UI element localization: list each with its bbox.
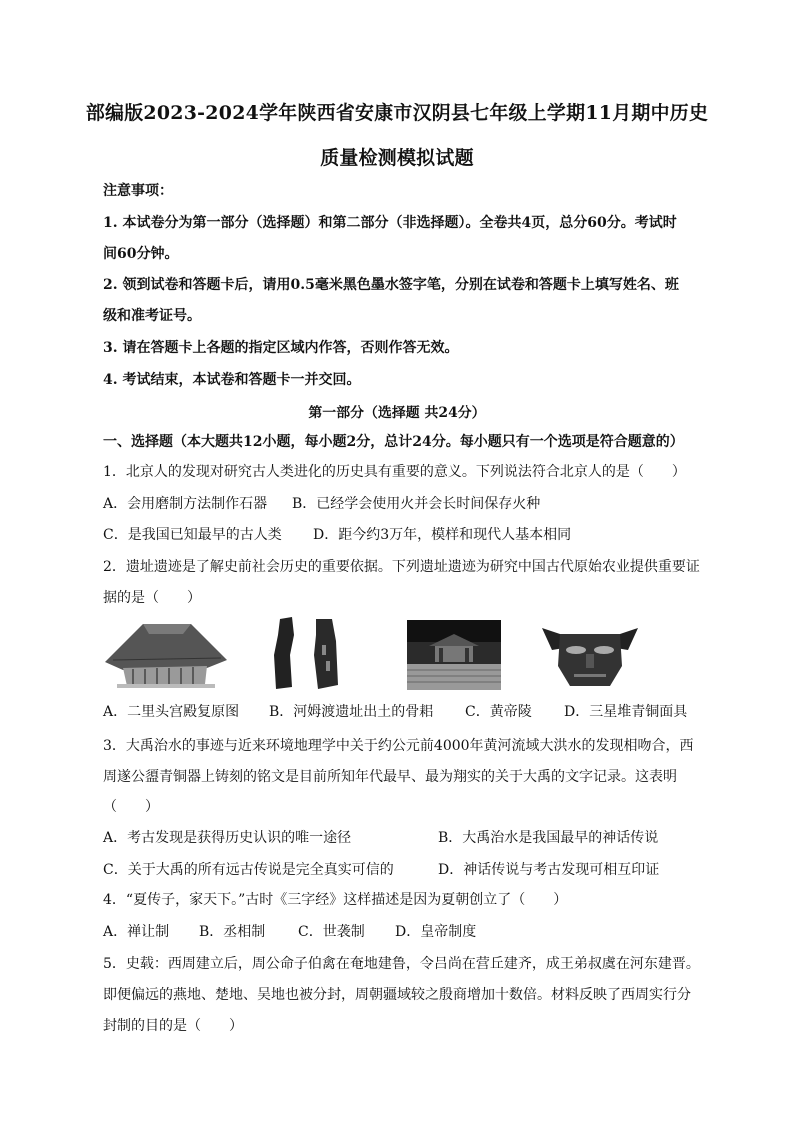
bronze-mask-image — [538, 620, 642, 692]
q1-option-b: B．已经学会使用火并会长时间保存火种 — [292, 496, 541, 512]
notice-item-2-cont: 级和准考证号。 — [103, 308, 201, 324]
q3-stem-line1: 3．大禹治水的事迹与近来环境地理学中关于约公元前4000年黄河流域大洪水的发现相吻合，西 — [103, 738, 694, 754]
q2-option-b: B．河姆渡遗址出土的骨耜 — [269, 704, 434, 720]
q5-stem-line3: 封制的目的是（ ） — [103, 1018, 243, 1034]
q1-option-c: C．是我国已知最早的古人类 — [103, 527, 282, 543]
q5-stem-line1: 5．史载：西周建立后，周公命子伯禽在奄地建鲁，令吕尚在营丘建齐，成王弟叔虞在河东建晋。 — [103, 956, 700, 972]
q1-option-a: A．会用磨制方法制作石器 — [103, 496, 268, 512]
q4-stem: 4．“夏传子，家天下。”古时《三字经》这样描述是因为夏朝创立了（ ） — [103, 892, 568, 908]
section-heading: 一、选择题（本大题共12小题，每小题2分，总计24分。每小题只有一个选项是符合题意的） — [103, 434, 684, 450]
notice-item-4: 4. 考试结束，本试卷和答题卡一并交回。 — [103, 372, 361, 388]
q3-option-b: B．大禹治水是我国最早的神话传说 — [438, 830, 659, 846]
notice-item-1: 1. 本试卷分为第一部分（选择题）和第二部分（非选择题）。全卷共4页，总分60分。考试时 — [103, 215, 677, 231]
q2-stem-line1: 2．遗址遗迹是了解史前社会历史的重要依据。下列遗址遗迹为研究中国古代原始农业提供重要证 — [103, 559, 700, 575]
q4-option-a: A．禅让制 — [103, 924, 170, 940]
notice-item-2: 2. 领到试卷和答题卡后，请用0.5毫米黑色墨水签字笔，分别在试卷和答题卡上填写姓名、班 — [103, 277, 679, 293]
q1-option-d: D．距今约3万年，模样和现代人基本相同 — [313, 527, 572, 543]
q3-stem-line2: 周遂公盨青铜器上铸刻的铭文是目前所知年代最早、最为翔实的关于大禹的文字记录。这表明 — [103, 769, 677, 785]
q3-option-a: A．考古发现是获得历史认识的唯一途径 — [103, 830, 352, 846]
q4-option-d: D．皇帝制度 — [395, 924, 477, 940]
q3-stem-line3: （ ） — [103, 799, 159, 815]
part-title: 第一部分（选择题 共24分） — [308, 405, 486, 421]
q3-option-c: C．关于大禹的所有远古传说是完全真实可信的 — [103, 862, 394, 878]
palace-reconstruction-image — [103, 620, 229, 690]
exam-title-line1: 部编版2023-2024学年陕西省安康市汉阴县七年级上学期11月期中历史 — [85, 102, 709, 124]
q4-option-b: B．丞相制 — [199, 924, 266, 940]
notice-item-3: 3. 请在答题卡上各题的指定区域内作答，否则作答无效。 — [103, 340, 459, 356]
q5-stem-line2: 即便偏远的燕地、楚地、吴地也被分封，周朝疆域较之殷商增加十数倍。材料反映了西周实行分 — [103, 987, 691, 1003]
q2-option-d: D．三星堆青铜面具 — [564, 704, 688, 720]
q2-option-a: A．二里头宫殿复原图 — [103, 704, 240, 720]
q4-option-c: C．世袭制 — [298, 924, 365, 940]
exam-title-line2: 质量检测模拟试题 — [320, 147, 474, 169]
bone-spade-image — [270, 615, 346, 693]
q2-option-c: C．黄帝陵 — [465, 704, 532, 720]
notice-heading: 注意事项： — [103, 183, 173, 199]
huangdi-mausoleum-image — [407, 620, 501, 690]
q1-stem: 1．北京人的发现对研究古人类进化的历史具有重要的意义。下列说法符合北京人的是（ ） — [103, 464, 686, 480]
notice-item-1-cont: 间60分钟。 — [103, 246, 179, 262]
q2-stem-line2: 据的是（ ） — [103, 590, 201, 606]
q3-option-d: D．神话传说与考古发现可相互印证 — [438, 862, 660, 878]
